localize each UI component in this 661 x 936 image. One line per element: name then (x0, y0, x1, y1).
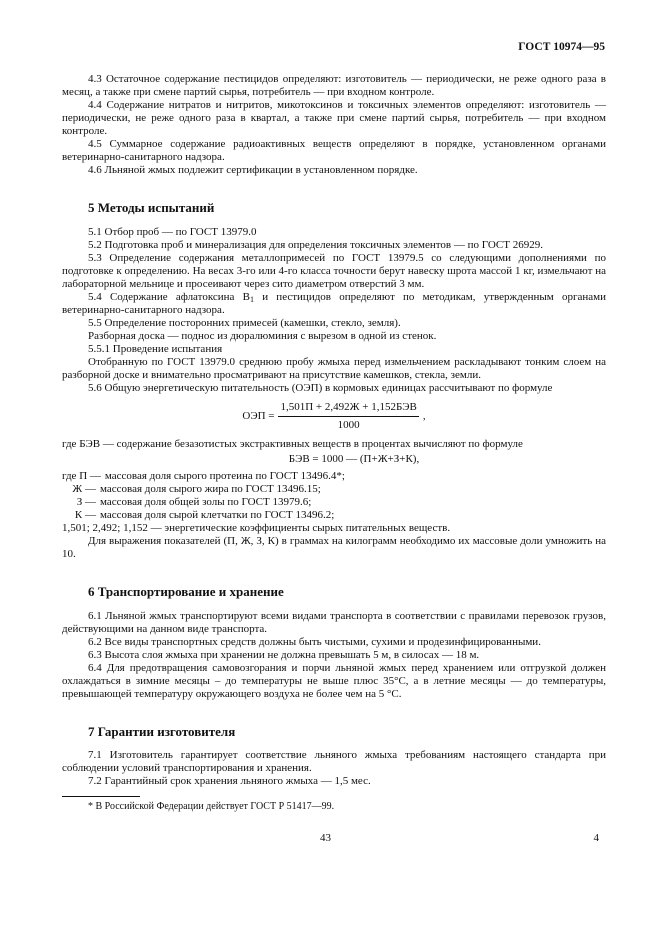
variables-list (62, 470, 606, 522)
paragraph-7-2: 7.2 Гарантийный срок хранения льняного жмыха — 1,5 мес. (88, 775, 371, 787)
formula-oep-tail: , (422, 410, 426, 422)
formula-oep-lhs: ОЭП = (242, 410, 275, 422)
paragraph-5-6: 5.6 Общую энергетическую питательность (ОЭП) в кормовых единицах рассчитывают по формуле (88, 382, 553, 394)
variable-row (62, 470, 606, 483)
paragraph-6-4: 6.4 Для предотвращения самовозгорания и порчи льняной жмых перед хранением или отгрузкой должен охлаждаться в зимние месяцы – до температуры не выше плюс 35°С, а в летние месяцы — до температуры, превышающей температуру окружающего воздуха не более чем на 5 °С. (62, 662, 606, 700)
section-5-title: 5 Методы испытаний (88, 200, 215, 215)
paragraph-4-4: 4.4 Содержание нитратов и нитритов, микотоксинов и токсичных элементов определяют: изготовитель — периодически, не реже одного раза в квартал, а также при смене партий сырья, потребитель — при входном контроле. (62, 99, 606, 137)
paragraph-5-4-start: 5.4 Содержание афлатоксина B (88, 291, 250, 303)
formula-oep-fraction (278, 401, 418, 432)
section-6-title: 6 Транспортирование и хранение (88, 584, 284, 599)
aflatoxin-subscript: 1 (249, 295, 254, 304)
variable-row (62, 509, 606, 522)
paragraph-6-3: 6.3 Высота слоя жмыха при хранении не должна превышать 5 м, в силосах — 18 м. (88, 649, 480, 661)
page-body (62, 73, 606, 813)
formula-oep-numerator: 1,501П + 2,492Ж + 1,152БЭВ (278, 401, 418, 417)
variable-description: массовая доля сырой клетчатки по ГОСТ 13496.2; (100, 509, 335, 521)
paragraph-4-5: 4.5 Суммарное содержание радиоактивных веществ определяют в порядке, установленном органами ветеринарно-санитарного надзора. (62, 138, 606, 163)
footnote: * В Российской Федерации действует ГОСТ Р 51417—99. (88, 801, 335, 812)
paragraph-6-2: 6.2 Все виды транспортных средств должны быть чистыми, сухими и продезинфицированными. (88, 636, 541, 648)
formula-oep-denominator: 1000 (337, 419, 360, 431)
paragraph-5-5-board: Разборная доска — поднос из дюралюминия с вырезом в одной из стенок. (88, 330, 437, 342)
footnote-divider (62, 796, 140, 797)
variable-symbol: где П — (62, 470, 101, 482)
paragraph-7-1: 7.1 Изготовитель гарантирует соответствие льняного жмыха требованиям настоящего стандарта при соблюдении условий транспортирования и хранения. (62, 749, 606, 774)
paragraph-where-bev: где БЭВ — содержание безазотистых экстрактивных веществ в процентах вычисляют по формуле (62, 438, 523, 450)
paragraph-4-6: 4.6 Льняной жмых подлежит сертификации в установленном порядке. (88, 164, 418, 176)
paragraph-5-3: 5.3 Определение содержания металлопримесей по ГОСТ 13979.5 со следующими дополнениями по подготовке к определению. На весах 3-го или 4-го класса точности берут навеску шрота массой 1 кг, измельчают на лабораторной мельнице и просеивают через сито диаметром отверстий 3 мм. (62, 252, 606, 290)
sheet-number: 4 (593, 832, 599, 844)
page-number: 43 (320, 832, 331, 844)
paragraph-5-5: 5.5 Определение посторонних примесей (камешки, стекло, земля). (88, 317, 401, 329)
variable-row (62, 483, 606, 496)
formula-bev: БЭВ = 1000 — (П+Ж+З+К), (288, 453, 420, 465)
variable-description: массовая доля сырого протеина по ГОСТ 13496.4*; (104, 470, 345, 482)
paragraph-5-5-1-title: 5.5.1 Проведение испытания (88, 343, 223, 355)
paragraph-5-4-end: и пестицидов определяют по методикам, утвержденным органами ветеринарно-санитарного надзора. (62, 291, 606, 316)
paragraph-coefficients: 1,501; 2,492; 1,152 — энергетические коэффициенты сырых питательных веществ. (62, 522, 451, 534)
paragraph-5-2: 5.2 Подготовка проб и минерализация для определения токсичных элементов — по ГОСТ 26929. (88, 239, 543, 251)
variable-row (62, 496, 606, 509)
variable-symbol: Ж — (72, 483, 96, 495)
formula-oep (62, 401, 606, 432)
paragraph-5-5-1-text: Отобранную по ГОСТ 13979.0 среднюю пробу жмыха перед измельчением раскладывают тонким слоем на разборной доске и внимательно просматривают на присутствие камешков, стекла, земли. (62, 356, 606, 381)
paragraph-6-1: 6.1 Льняной жмых транспортируют всеми видами транспорта в соответствии с правилами перевозок грузов, действующими на данном виде транспорта. (62, 610, 606, 635)
paragraph-5-1: 5.1 Отбор проб — по ГОСТ 13979.0 (88, 226, 257, 238)
variable-description: массовая доля сырого жира по ГОСТ 13496.15; (100, 483, 321, 495)
variable-symbol: З — (76, 496, 96, 508)
variable-description: массовая доля общей золы по ГОСТ 13979.6; (100, 496, 312, 508)
document-header: ГОСТ 10974—95 (518, 41, 605, 53)
variable-symbol: К — (74, 509, 96, 521)
section-7-title: 7 Гарантии изготовителя (88, 724, 236, 739)
paragraph-4-3: 4.3 Остаточное содержание пестицидов определяют: изготовитель — периодически, не реже одного раза в месяц, а также при смене партий сырья, потребитель — при входном контроле. (62, 73, 606, 98)
paragraph-grams: Для выражения показателей (П, Ж, З, К) в граммах на килограмм необходимо их массовые доли умножить на 10. (62, 535, 606, 560)
paragraph-5-4 (62, 291, 606, 317)
